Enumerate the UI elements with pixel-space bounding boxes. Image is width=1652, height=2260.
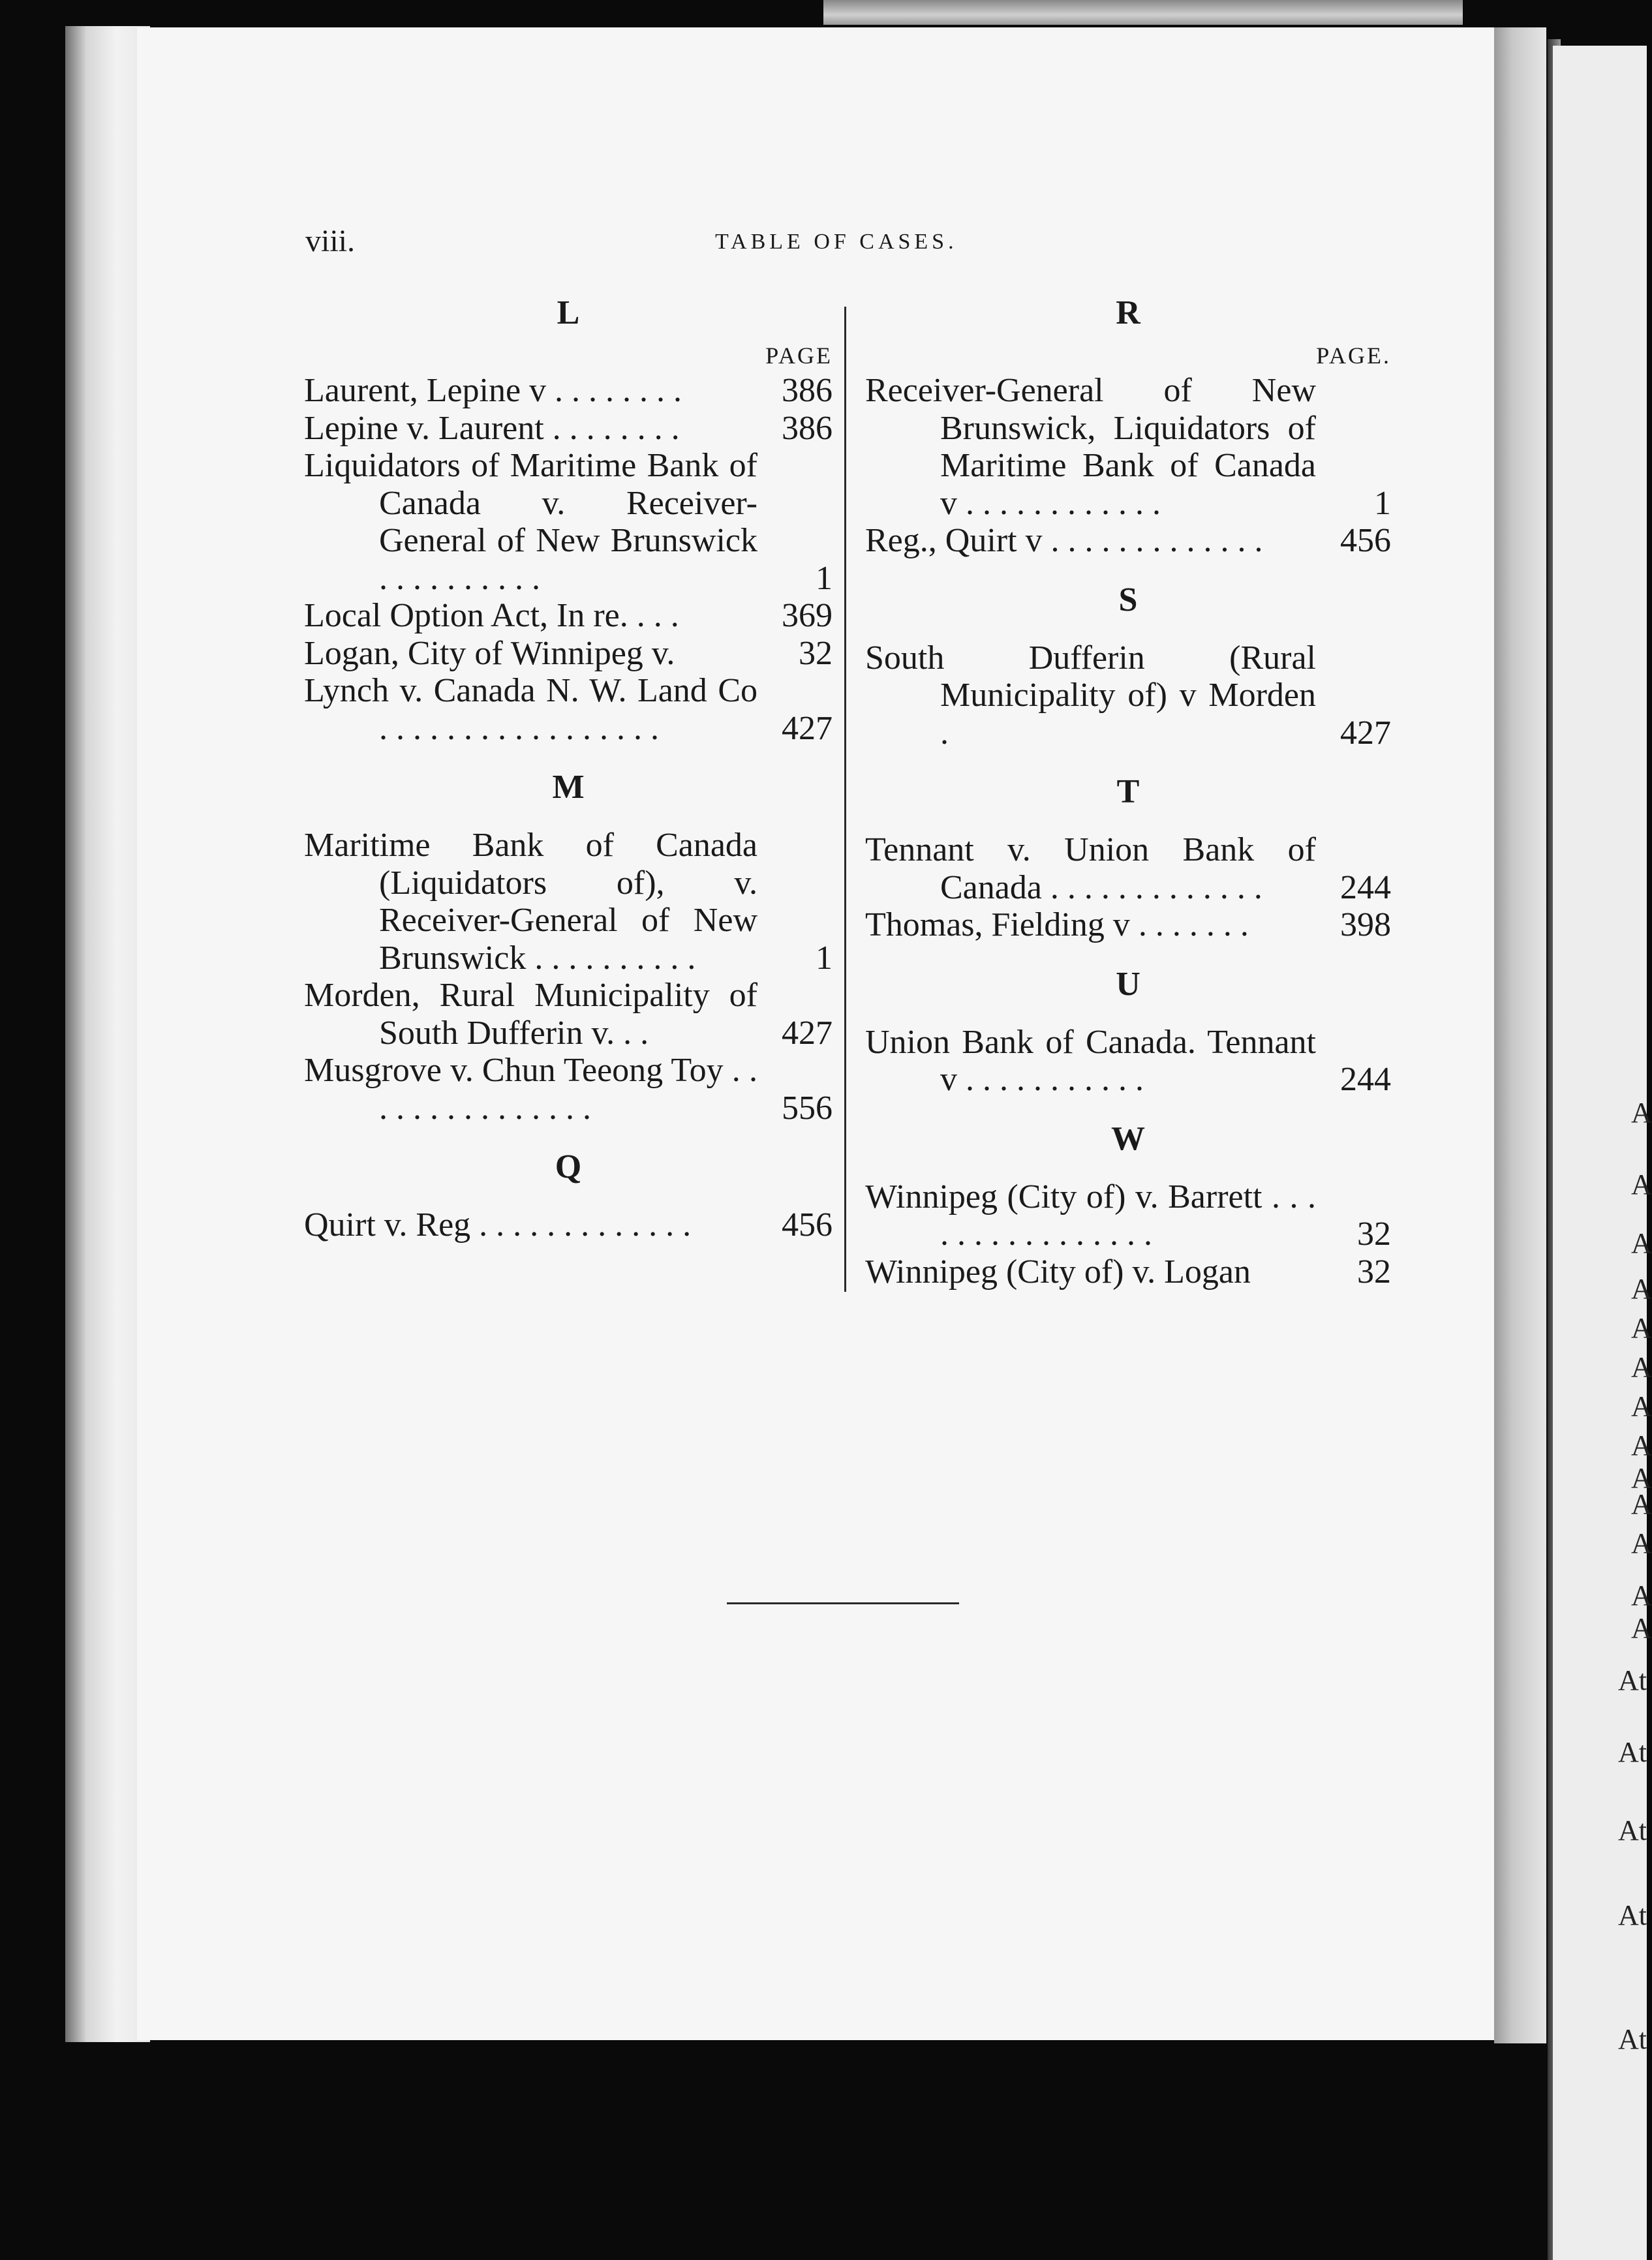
case-page-number: 32 — [1357, 1215, 1391, 1253]
case-entry — [304, 1206, 833, 1244]
page-column-label: PAGE. — [1316, 343, 1391, 369]
case-name: Local Option Act, In re. . . . — [304, 597, 679, 634]
case-page-number: 427 — [1340, 714, 1391, 752]
case-page-number: 427 — [782, 709, 833, 747]
case-page-number: 556 — [782, 1089, 833, 1127]
adjacent-page-text-fragment: At — [1618, 1899, 1647, 1931]
case-entry — [865, 639, 1391, 752]
adjacent-page-text-fragment: A — [1631, 1580, 1652, 1611]
section-letter: U — [1116, 965, 1140, 1003]
case-page-number: 386 — [782, 409, 833, 447]
section-letter: W — [1111, 1120, 1145, 1157]
case-page-number: 244 — [1340, 868, 1391, 906]
adjacent-page-text-fragment: A — [1631, 1527, 1652, 1559]
case-entry — [304, 635, 833, 673]
case-page-number: 244 — [1340, 1061, 1391, 1098]
left-column — [304, 287, 833, 1244]
case-page-number: 1 — [816, 559, 833, 597]
section-letter: M — [552, 769, 585, 806]
case-name: South Dufferin (Rural Municipality of) v Morden . — [865, 639, 1316, 752]
case-page-number: 456 — [782, 1206, 833, 1244]
case-name: Liquidators of Maritime Bank of Canada v. Receiver-General of New Brunswick . . . . . . . . . . — [304, 447, 757, 597]
case-name: Lepine v. Laurent . . . . . . . . — [304, 409, 680, 447]
case-entry — [865, 372, 1391, 522]
end-rule — [727, 1602, 959, 1604]
adjacent-page-text-fragment: A — [1631, 1462, 1652, 1494]
adjacent-page-text-fragment: A — [1631, 1429, 1652, 1461]
adjacent-page — [1553, 46, 1652, 2260]
case-name: Tennant v. Union Bank of Canada . . . . . . . . . . . . . — [865, 831, 1316, 906]
column-divider — [844, 307, 846, 1292]
case-page-number: 32 — [799, 634, 833, 672]
case-entry — [865, 906, 1391, 944]
case-entry — [304, 672, 833, 747]
case-name: Reg., Quirt v . . . . . . . . . . . . . — [865, 522, 1263, 559]
adjacent-page-text-fragment: A — [1631, 1097, 1652, 1129]
adjacent-page-text-fragment: A — [1631, 1612, 1652, 1644]
section-letter: T — [1116, 773, 1140, 810]
adjacent-page-text-fragment: A — [1631, 1351, 1652, 1383]
case-entry — [865, 831, 1391, 906]
case-page-number: 1 — [816, 939, 833, 977]
case-name: Winnipeg (City of) v. Barrett . . . . . . . . . . . . . . . . — [865, 1178, 1316, 1253]
case-page-number: 398 — [1340, 906, 1391, 943]
adjacent-page-text-fragment: At — [1618, 2023, 1647, 2055]
case-entry — [304, 372, 833, 410]
case-entry — [304, 977, 833, 1052]
case-page-number: 369 — [782, 597, 833, 634]
case-name: Maritime Bank of Canada (Liquidators of), v. Receiver-General of New Brunswick . . . . . . . . . . — [304, 827, 757, 977]
case-entry — [304, 827, 833, 977]
case-name: Lynch v. Canada N. W. Land Co . . . . . . . . . . . . . . . . . — [304, 672, 757, 747]
right-column — [865, 287, 1391, 1290]
case-page-number: 456 — [1340, 522, 1391, 559]
adjacent-page-text-fragment: At — [1618, 1664, 1647, 1696]
case-entry — [865, 1178, 1391, 1253]
case-name: Receiver-General of New Brunswick, Liquidators of Maritime Bank of Canada v . . . . . . . . . . . . — [865, 372, 1316, 522]
case-page-number: 1 — [1374, 484, 1391, 522]
case-page-number: 427 — [782, 1014, 833, 1052]
adjacent-page-text-fragment: A — [1631, 1488, 1652, 1520]
section-letter: L — [557, 294, 580, 331]
case-entry — [865, 522, 1391, 560]
case-entry — [304, 410, 833, 448]
case-name: Quirt v. Reg . . . . . . . . . . . . . — [304, 1206, 692, 1244]
adjacent-page-text-fragment: A — [1631, 1312, 1652, 1344]
case-name: Winnipeg (City of) v. Logan — [865, 1253, 1251, 1290]
adjacent-page-text-fragment: At — [1618, 1736, 1647, 1768]
case-name: Laurent, Lepine v . . . . . . . . — [304, 372, 682, 409]
section-letter: R — [1116, 294, 1140, 331]
case-name: Thomas, Fielding v . . . . . . . — [865, 906, 1249, 943]
case-page-number: 32 — [1357, 1253, 1391, 1290]
gutter-shadow — [1494, 27, 1546, 2043]
page-number: viii. — [305, 224, 356, 258]
section-letter: Q — [555, 1148, 582, 1185]
case-entry — [304, 1052, 833, 1127]
section-letter: S — [1118, 581, 1138, 618]
case-entry — [304, 597, 833, 635]
case-entry — [304, 447, 833, 597]
case-name: Morden, Rural Municipality of South Dufferin v. . . — [304, 977, 757, 1052]
case-name: Union Bank of Canada. Tennant v . . . . . . . . . . . — [865, 1023, 1316, 1098]
adjacent-page-text-fragment: A — [1631, 1227, 1652, 1259]
case-entry — [865, 1253, 1391, 1291]
case-name: Logan, City of Winnipeg v. — [304, 634, 675, 672]
book-spine-top-strip — [823, 0, 1463, 25]
case-name: Musgrove v. Chun Teeong Toy . . . . . . . . . . . . . . . — [304, 1052, 757, 1127]
adjacent-page-text-fragment: A — [1631, 1168, 1652, 1200]
running-title: TABLE OF CASES. — [715, 230, 958, 254]
case-entry — [865, 1024, 1391, 1099]
case-page-number: 386 — [782, 372, 833, 409]
adjacent-page-text-fragment: A — [1631, 1273, 1652, 1305]
adjacent-page-text-fragment: A — [1631, 1390, 1652, 1422]
page-column-label: PAGE — [765, 343, 833, 369]
adjacent-page-text-fragment: At — [1618, 1814, 1647, 1846]
